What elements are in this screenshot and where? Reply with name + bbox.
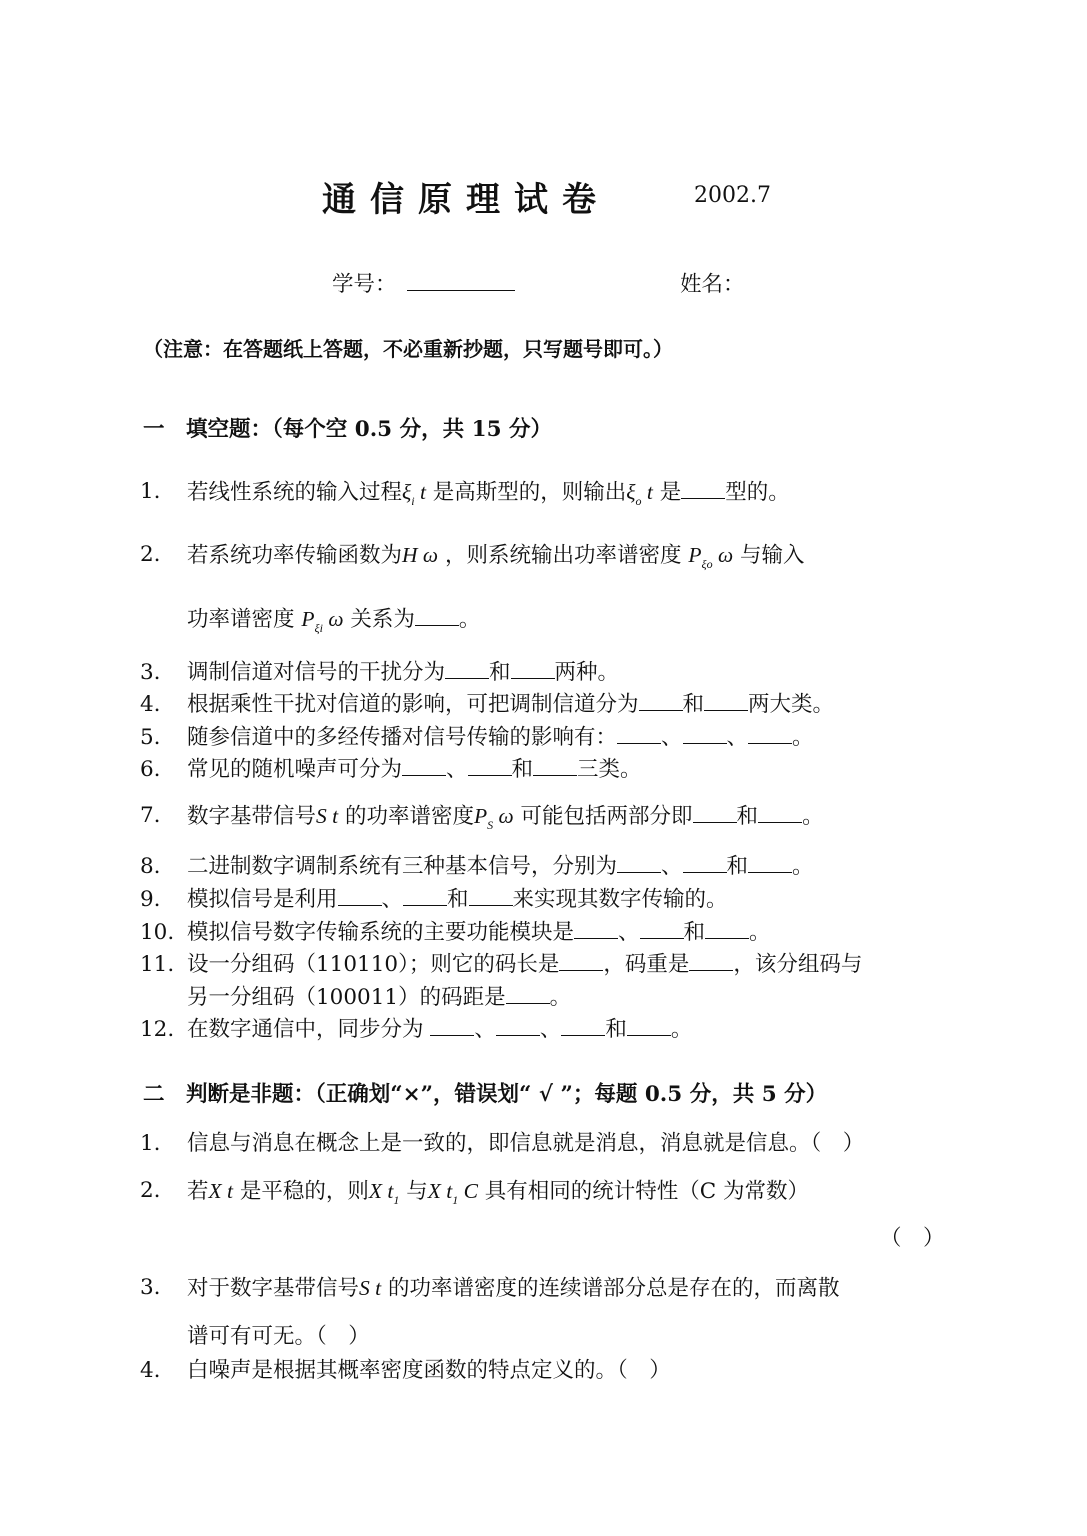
answer-blank[interactable] xyxy=(496,1017,540,1036)
answer-blank[interactable] xyxy=(617,725,661,744)
answer-blank[interactable] xyxy=(748,854,792,873)
answer-blank[interactable] xyxy=(640,920,684,939)
name-label: 姓名： xyxy=(680,272,745,297)
answer-blank[interactable] xyxy=(758,804,802,823)
answer-blank[interactable] xyxy=(704,692,748,711)
answer-blank[interactable] xyxy=(338,887,382,906)
answer-blank[interactable] xyxy=(681,480,725,499)
answer-blank[interactable] xyxy=(574,920,618,939)
answer-blank[interactable] xyxy=(683,854,727,873)
answer-blank[interactable] xyxy=(511,660,555,679)
answer-blank[interactable] xyxy=(617,854,661,873)
student-id-label: 学号： xyxy=(332,272,397,297)
answer-blank[interactable] xyxy=(533,757,577,776)
answer-blank[interactable] xyxy=(748,725,792,744)
answer-blank[interactable] xyxy=(705,920,749,939)
answer-blank[interactable] xyxy=(415,607,459,626)
answer-blank[interactable] xyxy=(693,804,737,823)
judge-2-paren[interactable]: （ ） xyxy=(880,1226,945,1251)
answer-blank[interactable] xyxy=(402,757,446,776)
answer-blank[interactable] xyxy=(403,887,447,906)
student-id-field[interactable] xyxy=(407,270,515,300)
answer-blank[interactable] xyxy=(689,952,733,971)
answer-blank[interactable] xyxy=(559,952,603,971)
exam-title: 通信原理试卷 xyxy=(322,180,610,220)
answer-blank[interactable] xyxy=(430,1017,474,1036)
exam-date: 2002.7 xyxy=(694,183,771,208)
answer-blank[interactable] xyxy=(627,1017,671,1036)
answer-blank[interactable] xyxy=(639,692,683,711)
section1-heading: 一 填空题：（每个空 0.5 分，共 15 分） xyxy=(143,417,553,442)
answer-blank[interactable] xyxy=(468,757,512,776)
answer-blank[interactable] xyxy=(445,660,489,679)
answer-blank[interactable] xyxy=(683,725,727,744)
answer-blank[interactable] xyxy=(561,1017,605,1036)
section2-heading: 二 判断是非题：（正确划“×”，错误划“ √ ”；每题 0.5 分，共 5 分） xyxy=(143,1082,828,1107)
instruction-note: （注意：在答题纸上答题，不必重新抄题，只写题号即可。） xyxy=(143,337,673,361)
answer-blank[interactable] xyxy=(469,887,513,906)
answer-blank[interactable] xyxy=(506,985,550,1004)
